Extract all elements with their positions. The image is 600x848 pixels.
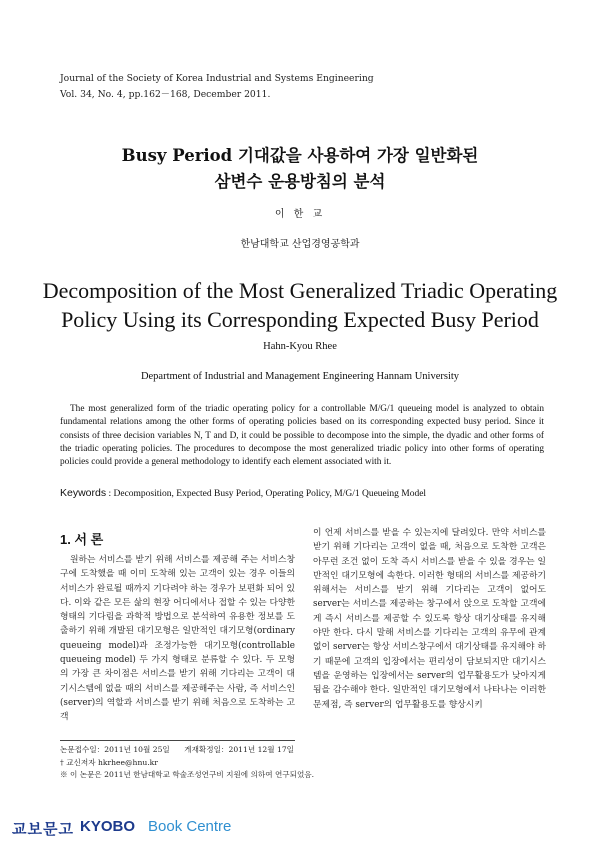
keywords-text: Decomposition, Expected Busy Period, Operating Policy, M/G/1 Queueing Model (113, 489, 427, 499)
korean-title-line1: Busy Period 기대값을 사용하여 가장 일반화된 (121, 146, 479, 165)
footnotes (60, 744, 314, 782)
brand-suffix: Book Centre (148, 818, 232, 835)
accepted-date: 게재확정일：2011년 12월 17일 (184, 745, 295, 754)
english-affiliation: Department of Industrial and Management Engineering Hannam University (140, 371, 460, 382)
english-title-line2: Policy Using its Corresponding Expected Busy Period (61, 307, 539, 332)
body-text-right: 이 언제 서비스를 받을 수 있는지에 달려있다. 만약 서비스를 받기 위해 기다리는 고객이 없을 때, 처음으로 도착한 고객은 아무런 조건 없이 도착 즉시 서비스를 받을 수 있을 경우는 일반적인 대기모형에 속한다. 이러한 형태의 서비스를 제공하기 위해서는 서비스를 받기 위해 기다리는 고객이 없어도 server는 서비스를 제공하는 창구에서 앉으로 도착할 고객에게 즉시 서비스를 제공할 수 있도록 항상 대기상태를 유지해야만 한다. 다시 말해 서비스를 기다리는 고객의 유무에 관계없이 server는 항상 서비스창구에서 대기상태를 유지해야 하기 때문에 고객의 입장에서는 편리성이 담보되지만 대기시스템을 운영하는 입장에서는 server의 업무활용도가 낮아지게 됨을 감수해야 한다. 일반적인 대기모형에서 나타나는 이러한 문제점, 즉 server의 업무활용도를 향상시키 (313, 528, 546, 710)
korean-affiliation: 한남대학교 산업경영공학과 (240, 239, 360, 250)
abstract: The most generalized form of the triadic operating policy for a controllable M/G/1 queueing model is analyzed to obtain fundamental relations among the other forms of operating policies based on its corresponding expected busy period. Since it consists of three decision variables N, T and D, it could be possible to decompose into the simple, the dyadic and other forms of the triadic operating policies. The procedures to decompose the most generalized triadic policy into other forms of operating policies could provide a general methodology to identify each element associated with it. (60, 404, 544, 468)
section-title: 1. 서 론 (60, 532, 104, 547)
body-text-left: 원하는 서비스를 받기 위해 서비스를 제공해 주는 서비스창구에 도착했을 때 이미 도착해 있는 고객이 있는 경우 이들의 서비스가 완료될 때까지 기다려야 하는 경우가 보편화 되어 있다. 이와 같은 모든 삶의 현장 어디에서나 접할 수 있는 다양한 형태의 기다림을 과학적 방법으로 분석하여 유용한 정보를 도출하기 위해 개발된 대기모형은 일반적인 대기모형(ordinary queueing model)과 조정가능한 대기모형(controllable queueing model) 두 가지 형태로 분류할 수 있다. 두 모형의 가장 큰 차이점은 서비스를 받기 위해 기다리는 고객이 대기시스템에 없을 때의 서비스를 제공해주는 사람, 즉 서비스인(server)의 역할과 서비스를 받기 위해 처음으로 도착하는 고객 (60, 555, 295, 723)
english-author: Hahn-Kyou Rhee (263, 341, 337, 352)
english-title-line1: Decomposition of the Most Generalized Triadic Operating (42, 278, 558, 303)
korean-author: 이 한 교 (274, 209, 326, 220)
kyobo-watermark (0, 818, 600, 848)
brand-korean: 교보문고 (12, 821, 74, 838)
received-date: 논문접수일：2011년 10월 25일 (60, 745, 170, 754)
keywords-label: Keywords (60, 487, 107, 499)
english-title (0, 276, 600, 334)
footnote-divider (60, 740, 295, 741)
korean-title-line2: 삼변수 운용방침의 분석 (214, 172, 386, 191)
korean-title (0, 143, 600, 195)
journal-info (60, 71, 374, 103)
keywords (60, 487, 560, 499)
funding-note: ※ 이 논문은 2011년 한남대학교 학술조성연구비 지원에 의하여 연구되었음. (60, 770, 315, 779)
journal-name: Journal of the Society of Korea Industrial and Systems Engineering (60, 73, 374, 84)
footnote-dates (60, 744, 314, 757)
keywords-separator: : (106, 489, 114, 499)
brand-english: KYOBO (80, 818, 136, 835)
corresponding-author: † 교신저자 hkrhee@hnu.kr (60, 757, 158, 767)
journal-volume: Vol. 34, No. 4, pp.162－168, December 2011. (60, 89, 271, 100)
